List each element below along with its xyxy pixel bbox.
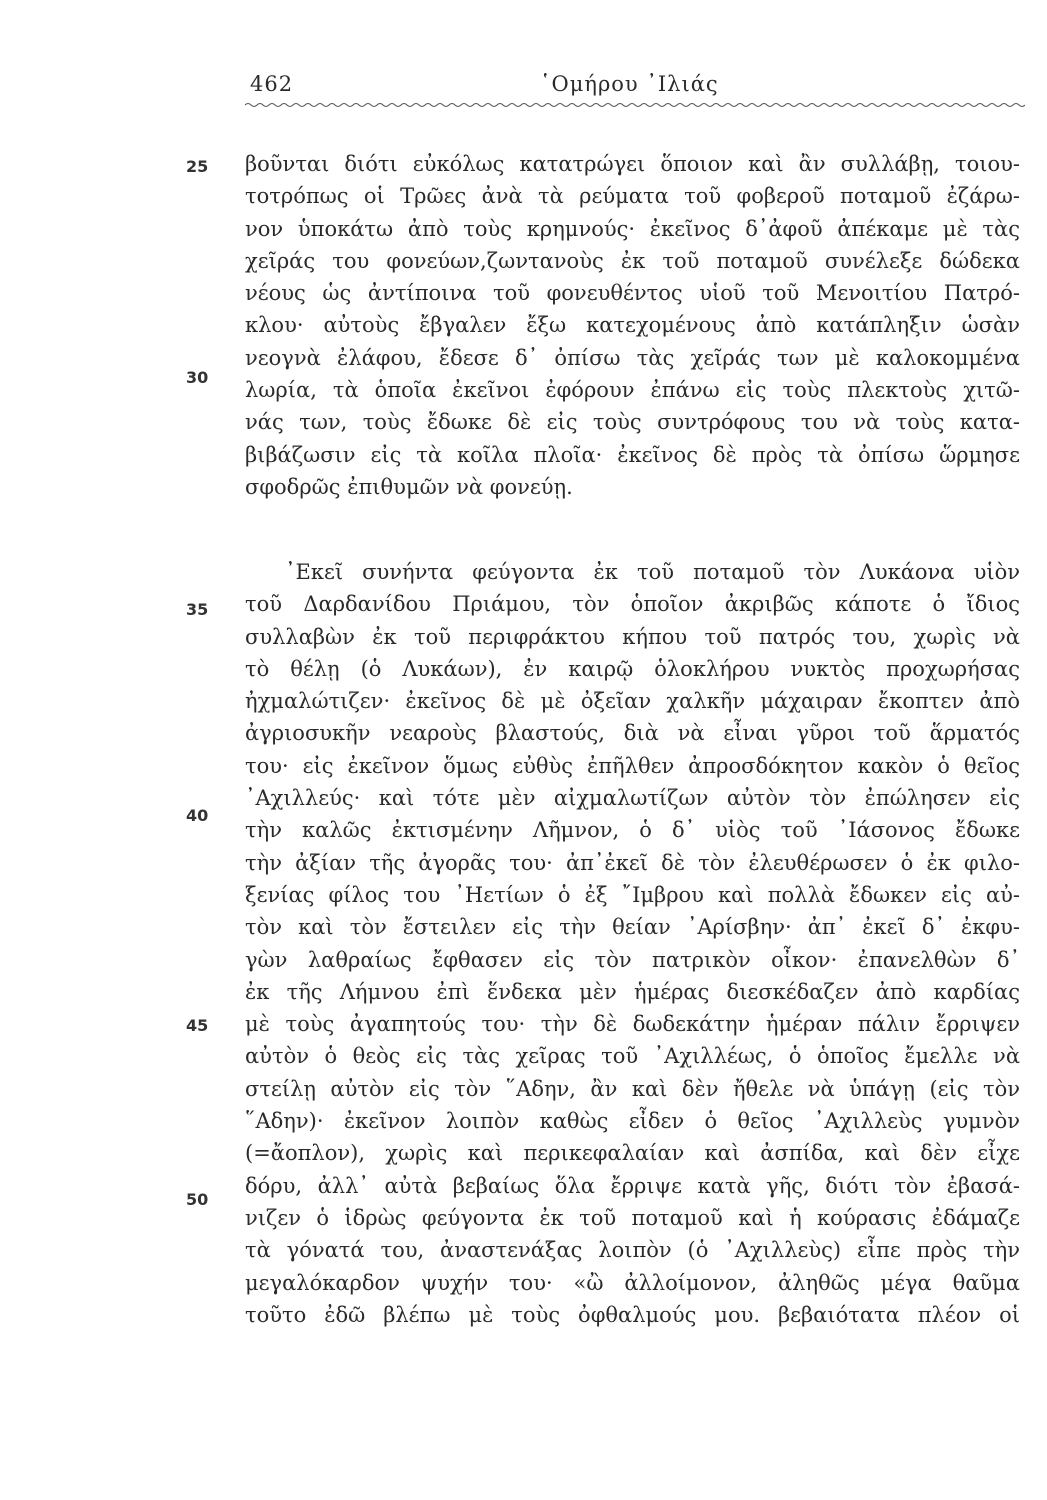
text-line: αὐτὸν ὁ θεὸς εἰς τὰς χεῖρας τοῦ ᾿Αχιλλέως, ὁ ὁποῖος ἔμελλε νὰ	[245, 1044, 1020, 1069]
running-title: ῾Ομήρου ᾿Ιλιάς	[540, 72, 719, 96]
text-line: σφοδρῶς ἐπιθυμῶν νὰ φονεύῃ.	[245, 474, 573, 499]
text-line: ἠχμαλώτιζεν· ἐκεῖνος δὲ μὲ ὀξεῖαν χαλκῆν μάχαιραν ἔκοπτεν ἀπὸ	[245, 689, 1020, 714]
line-number: 25	[186, 157, 209, 176]
text-line: γὼν λαθραίως ἔφθασεν εἰς τὸν πατρικὸν οἶκον· ἐπανελθὼν δ᾽	[245, 947, 1020, 972]
text-line: τοῦτο ἐδῶ βλέπω μὲ τοὺς ὀφθαλμούς μου. βεβαιότατα πλέον οἱ	[245, 1302, 1020, 1327]
text-line: βοῦνται διότι εὐκόλως κατατρώγει ὅποιον καὶ ἂν συλλάβῃ, τοιου-	[245, 152, 1020, 176]
text-line: τὸ θέλῃ (ὁ Λυκάων), ἐν καιρῷ ὁλοκλήρου νυκτὸς προχωρήσας	[245, 656, 1020, 681]
text-line: ᾿Αχιλλεύς· καὶ τότε μὲν αἰχμαλωτίζων αὐτὸν τὸν ἐπώλησεν εἰς	[245, 786, 1020, 811]
text-line: ῞Αδην)· ἐκεῖνον λοιπὸν καθὼς εἶδεν ὁ θεῖος ᾿Αχιλλεὺς γυμνὸν	[245, 1109, 1020, 1134]
page-number: 462	[250, 72, 294, 96]
line-number: 50	[186, 1190, 209, 1209]
text-line: ἐκ τῆς Λήμνου ἐπὶ ἕνδεκα μὲν ἡμέρας διεσκέδαζεν ἀπὸ καρδίας	[245, 979, 1020, 1004]
paragraph	[245, 556, 1020, 1331]
line-number: 45	[186, 1016, 209, 1035]
line-number-margin	[186, 0, 226, 1500]
text-line: τὴν ἀξίαν τῆς ἀγορᾶς του· ἀπ᾽ἐκεῖ δὲ τὸν ἐλευθέρωσεν ὁ ἐκ φιλο-	[245, 850, 1020, 875]
text-line: μὲ τοὺς ἀγαπητούς του· τὴν δὲ δωδεκάτην ἡμέραν πάλιν ἔρριψεν	[245, 1012, 1020, 1037]
text-line: τοτρόπως οἱ Τρῶες ἀνὰ τὰ ρεύματα τοῦ φοβεροῦ ποταμοῦ ἐζάρω-	[245, 184, 1020, 209]
paragraph	[245, 148, 1020, 503]
text-line: συλλαβὼν ἐκ τοῦ περιφράκτου κήπου τοῦ πατρός του, χωρὶς νὰ	[245, 624, 1020, 649]
text-line: λωρία, τὰ ὁποῖα ἐκεῖνοι ἐφόρουν ἐπάνω εἰς τοὺς πλεκτοὺς χιτῶ-	[245, 378, 1020, 403]
text-line: τὸν καὶ τὸν ἔστειλεν εἰς τὴν θείαν ᾿Αρίσβην· ἀπ᾽ ἐκεῖ δ᾽ ἐκφυ-	[245, 915, 1020, 940]
text-line: μεγαλόκαρδον ψυχήν του· «ὢ ἀλλοίμονον, ἀληθῶς μέγα θαῦμα	[245, 1270, 1020, 1295]
text-line: τὴν καλῶς ἐκτισμένην Λῆμνον, ὁ δ᾽ υἱὸς τοῦ ᾿Ιάσονος ἔδωκε	[245, 818, 1020, 843]
text-line: τοῦ Δαρδανίδου Πριάμου, τὸν ὁποῖον ἀκριβῶς κάποτε ὁ ἴδιος	[245, 592, 1020, 617]
wavy-header-rule	[245, 100, 1025, 110]
text-line: νάς των, τοὺς ἔδωκε δὲ εἰς τοὺς συντρόφους του νὰ τοὺς κατα-	[245, 410, 1020, 435]
text-line: ᾿Εκεῖ συνήντα φεύγοντα ἐκ τοῦ ποταμοῦ τὸν Λυκάονα υἱὸν	[285, 560, 1020, 584]
text-line: του· εἰς ἐκεῖνον ὅμως εὐθὺς ἐπῆλθεν ἀπροσδόκητον κακὸν ὁ θεῖος	[245, 753, 1020, 778]
text-line: νον ὑποκάτω ἀπὸ τοὺς κρημνούς· ἐκεῖνος δ᾽ἀφοῦ ἀπέκαμε μὲ τὰς	[245, 216, 1020, 241]
text-line: νιζεν ὁ ἱδρὼς φεύγοντα ἐκ τοῦ ποταμοῦ καὶ ἡ κούρασις ἐδάμαζε	[245, 1205, 1020, 1230]
text-line: στείλῃ αὐτὸν εἰς τὸν ῞Αδην, ἂν καὶ δὲν ἤθελε νὰ ὑπάγῃ (εἰς τὸν	[245, 1076, 1020, 1101]
text-line: χεῖράς του φονεύων,ζωντανοὺς ἐκ τοῦ ποταμοῦ συνέλεξε δώδεκα	[245, 248, 1020, 273]
text-line: ἀγριοσυκῆν νεαροὺς βλαστούς, διὰ νὰ εἶναι γῦροι τοῦ ἅρματός	[245, 721, 1020, 746]
text-line: (=ἄοπλον), χωρὶς καὶ περικεφαλαίαν καὶ ἀσπίδα, καὶ δὲν εἶχε	[245, 1141, 1020, 1166]
line-number: 35	[186, 600, 209, 619]
text-line: ξενίας φίλος του ᾿Ηετίων ὁ ἐξ ῎Ιμβρου καὶ πολλὰ ἔδωκεν εἰς αὐ-	[245, 882, 1020, 907]
text-line: κλου· αὐτοὺς ἔβγαλεν ἔξω κατεχομένους ἀπὸ κατάπληξιν ὡσὰν	[245, 313, 1020, 338]
text-line: δόρυ, ἀλλ᾽ αὐτὰ βεβαίως ὅλα ἔρριψε κατὰ γῆς, διότι τὸν ἐβασά-	[245, 1173, 1020, 1198]
line-number: 40	[186, 806, 209, 825]
page-header	[245, 68, 1015, 108]
text-line: τὰ γόνατά του, ἀναστενάξας λοιπὸν (ὁ ᾿Αχιλλεὺς) εἶπε πρὸς τὴν	[245, 1238, 1020, 1263]
text-line: νεογνὰ ἐλάφου, ἔδεσε δ᾽ ὀπίσω τὰς χεῖράς των μὲ καλοκομμένα	[245, 345, 1020, 370]
text-line: νέους ὡς ἀντίποινα τοῦ φονευθέντος υἱοῦ τοῦ Μενοιτίου Πατρό-	[245, 281, 1020, 306]
text-line: βιβάζωσιν εἰς τὰ κοῖλα πλοῖα· ἐκεῖνος δὲ πρὸς τὰ ὀπίσω ὥρμησε	[245, 442, 1020, 467]
line-number: 30	[186, 368, 209, 387]
